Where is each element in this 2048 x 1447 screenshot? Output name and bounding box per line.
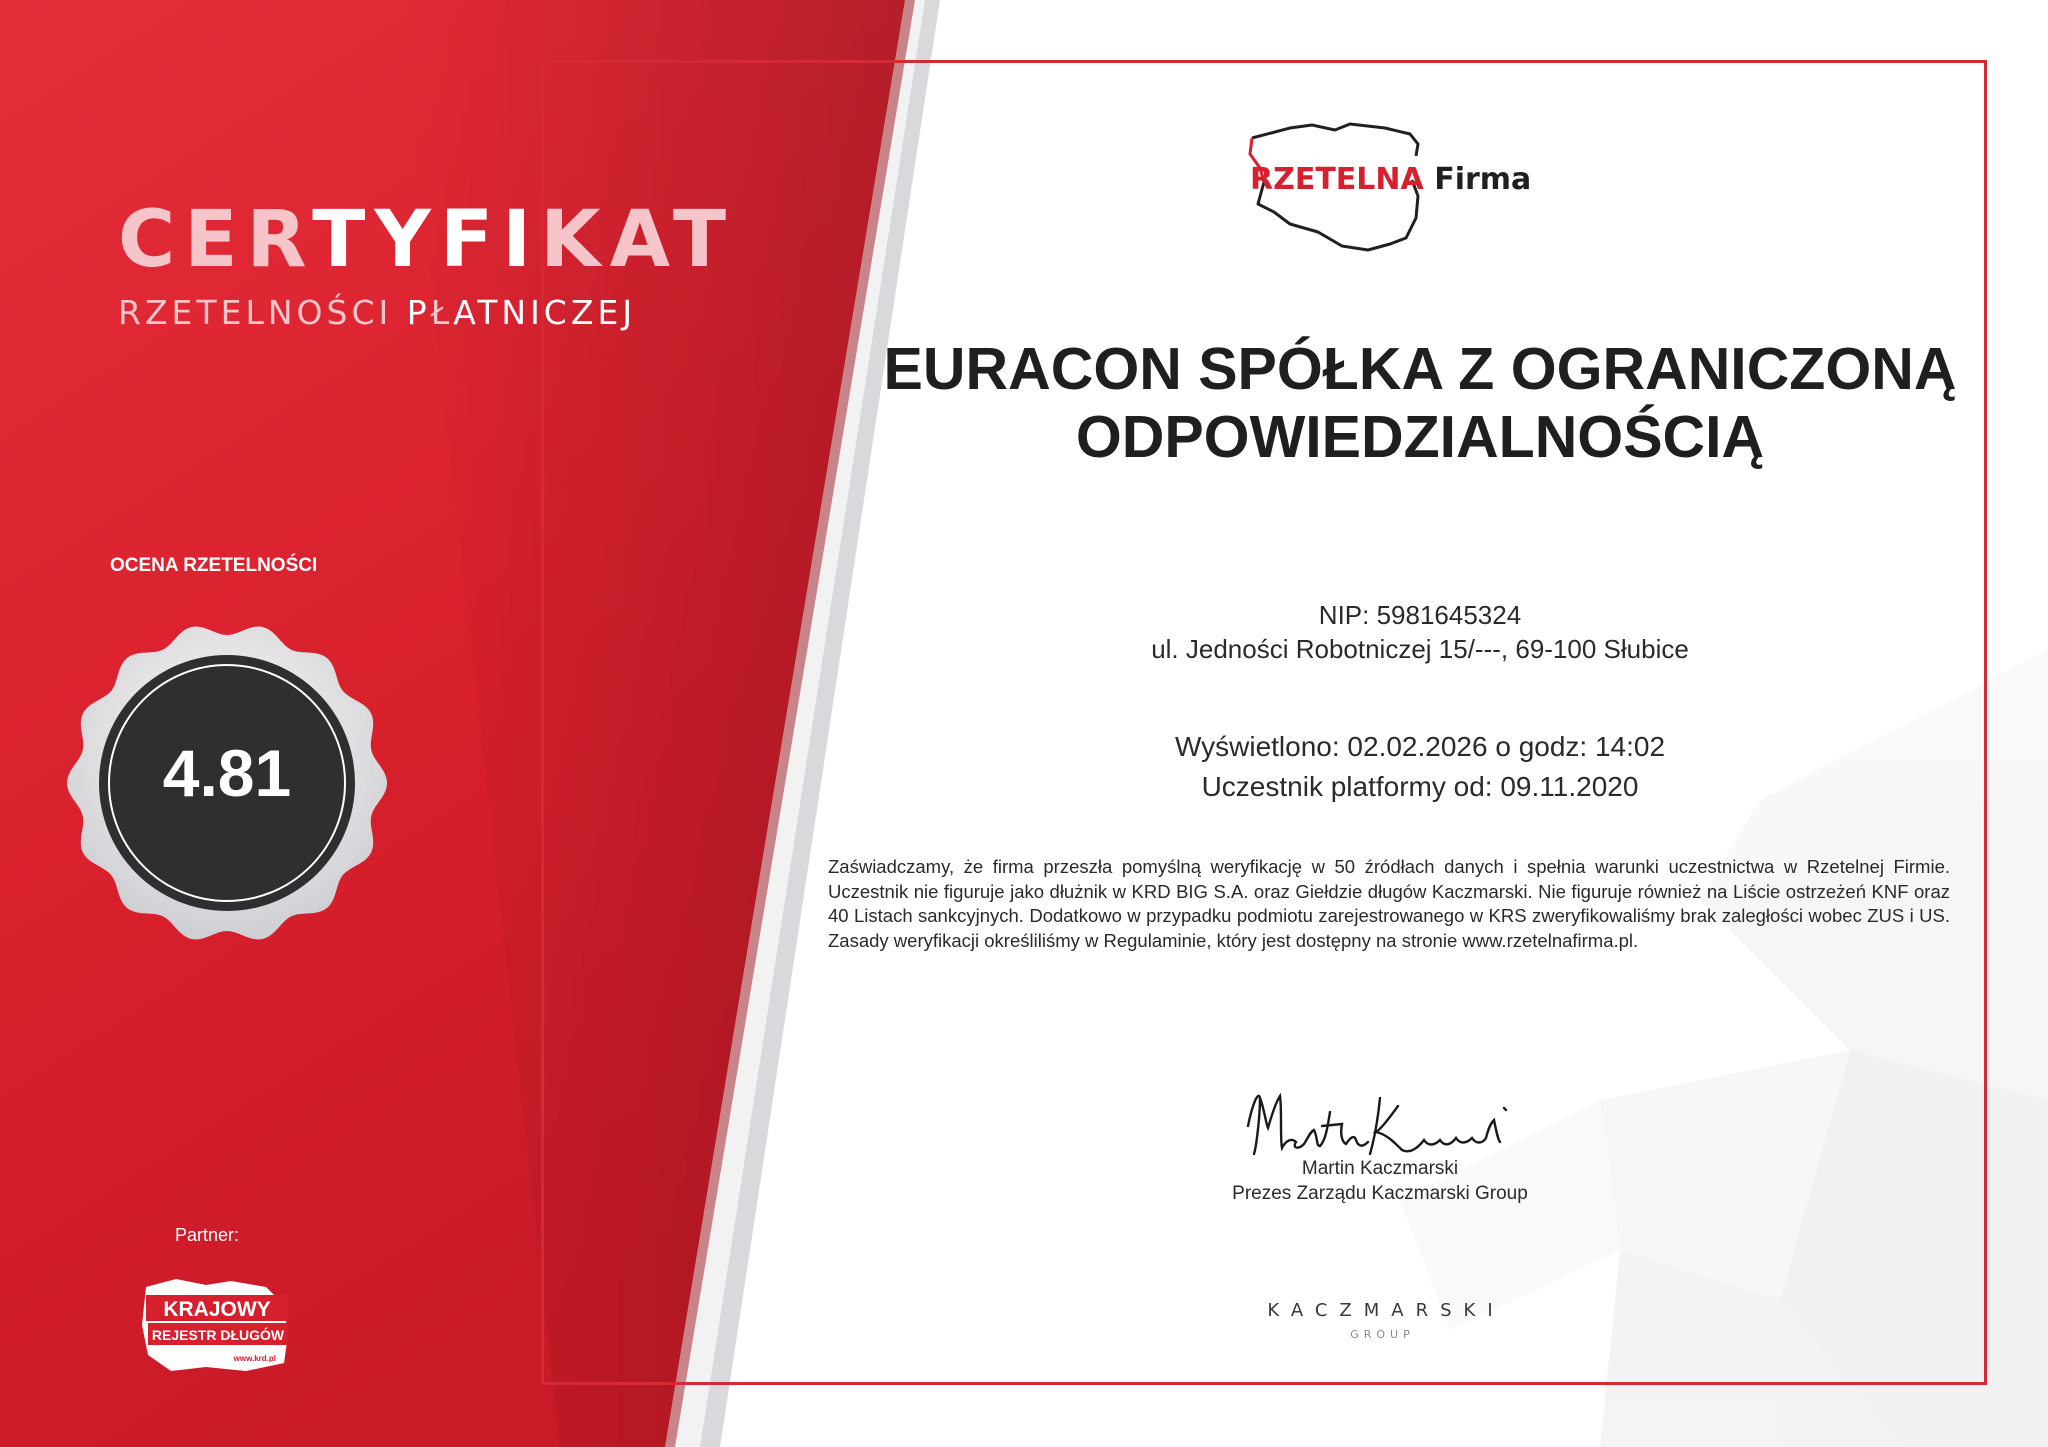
- krd-logo-url: www.krd.pl: [233, 1354, 276, 1363]
- rating-label: OCENA RZETELNOŚCI: [110, 555, 318, 576]
- partner-label: Partner:: [175, 1225, 240, 1245]
- certificate-subtitle: RZETELNOŚCI PŁATNICZEJ: [118, 293, 637, 332]
- brand-name-part2: Firma: [1434, 162, 1532, 197]
- certificate-title: CERTYFIKAT: [118, 195, 736, 285]
- certificate-description: Zaświadczamy, że firma przeszła pomyślną weryfikację w 50 źródłach danych i spełnia warunki uczestnictwa w Rzetelnej Firmie. Uczestnik nie figuruje jako dłużnik w KRD BIG S.A. oraz Giełdzie długów Kaczmarski. Nie figuruje również na Liście ostrzeżeń KNF oraz 40 Listach sankcyjnych. Dodatkowo w przypadku podmiotu zarejestrowanego w KRS zweryfikowaliśmy brak zaległości wobec ZUS i US. Zasady weryfikacji określiliśmy w Regulaminie, który jest dostępny na stronie www.rzetelnafirma.pl.: [828, 856, 1950, 951]
- brand-name-part1: RZETELNA: [1250, 162, 1424, 197]
- krd-logo[interactable]: [136, 1275, 296, 1375]
- kaczmarski-group-sub: GROUP: [1350, 1328, 1415, 1341]
- member-since: Uczestnik platformy od: 09.11.2020: [1201, 771, 1639, 802]
- company-nip: NIP: 5981645324: [1318, 600, 1522, 630]
- kaczmarski-group-logo: KACZMARSKI: [1267, 1300, 1505, 1321]
- signer-title: Prezes Zarządu Kaczmarski Group: [1232, 1183, 1528, 1204]
- company-name: EURACON SPÓŁKA Z OGRANICZONĄ ODPOWIEDZIALNOŚCIĄ: [883, 336, 1957, 470]
- krd-logo-line2: REJESTR DŁUGÓW: [151, 1327, 285, 1343]
- krd-logo-line1: KRAJOWY: [163, 1298, 271, 1321]
- signer-name: Martin Kaczmarski: [1301, 1158, 1459, 1179]
- company-address: ul. Jedności Robotniczej 15/---, 69-100 Słubice: [1151, 634, 1689, 664]
- displayed-timestamp: Wyświetlono: 02.02.2026 o godz: 14:02: [1174, 731, 1666, 762]
- rating-value: 4.81: [162, 736, 292, 810]
- rzetelna-firma-logo[interactable]: [1250, 162, 1531, 197]
